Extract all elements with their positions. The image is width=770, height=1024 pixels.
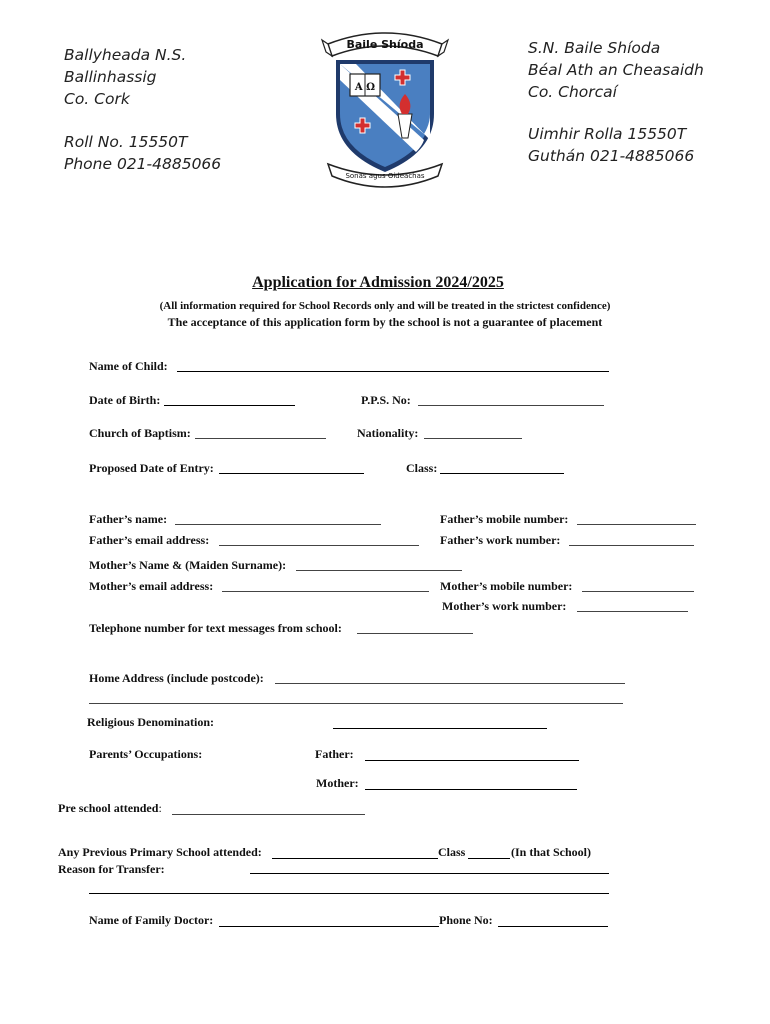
- phone-number: Phone 021-4885066: [64, 155, 222, 173]
- school-county-irish: Co. Chorcaí: [528, 83, 617, 101]
- school-address-english: [64, 44, 186, 110]
- school-town-irish: Béal Ath an Cheasaidh: [528, 61, 704, 79]
- roll-number: Roll No. 15550T: [64, 133, 188, 151]
- label-fathers-mobile: Father’s mobile number:: [440, 512, 569, 526]
- label-religious-denomination: Religious Denomination:: [87, 715, 215, 729]
- label-class: Class:: [406, 461, 438, 475]
- family-doctor-field[interactable]: [219, 926, 439, 927]
- school-contact-english: [64, 131, 221, 175]
- church-of-baptism-field[interactable]: [195, 438, 326, 439]
- reason-for-transfer-field-line2[interactable]: [89, 893, 609, 894]
- label-mothers-name: Mother’s Name & (Maiden Surname):: [89, 558, 287, 572]
- label-fathers-email: Father’s email address:: [89, 533, 210, 547]
- label-family-doctor: Name of Family Doctor:: [89, 913, 214, 927]
- label-mothers-work: Mother’s work number:: [442, 599, 567, 613]
- religious-denomination-field[interactable]: [333, 728, 547, 729]
- label-pre-school: [58, 801, 162, 816]
- label-father-occupation: Father:: [315, 747, 354, 761]
- label-name-of-child: Name of Child:: [89, 359, 168, 373]
- school-town: Ballinhassig: [64, 68, 157, 86]
- pre-school-colon: :: [158, 801, 162, 815]
- label-previous-school: Any Previous Primary School attended:: [58, 845, 262, 859]
- school-crest-logo: [320, 22, 450, 192]
- pre-school-text: Pre school attended: [58, 801, 159, 815]
- fathers-work-field[interactable]: [569, 545, 694, 546]
- form-subtitle-confidential: (All information required for School Records only and will be treated in the strictest confidence): [159, 300, 611, 312]
- mother-occupation-field[interactable]: [365, 789, 577, 790]
- school-county: Co. Cork: [64, 90, 130, 108]
- home-address-field-line2[interactable]: [89, 703, 623, 704]
- fathers-name-field[interactable]: [175, 524, 381, 525]
- crest-banner-bottom: Sonas agus Oideachas: [345, 172, 425, 180]
- label-parents-occupations: Parents’ Occupations:: [89, 747, 203, 761]
- fathers-email-field[interactable]: [219, 545, 419, 546]
- label-telephone-text: Telephone number for text messages from school:: [89, 621, 342, 635]
- label-mothers-mobile: Mother’s mobile number:: [440, 579, 573, 593]
- label-in-that-school: (In that School): [511, 845, 592, 859]
- fathers-mobile-field[interactable]: [577, 524, 696, 525]
- reason-for-transfer-field-line1[interactable]: [250, 873, 609, 874]
- proposed-date-field[interactable]: [219, 473, 364, 474]
- prev-class-field[interactable]: [468, 858, 510, 859]
- school-contact-irish: [528, 123, 694, 167]
- label-pps-no: P.P.S. No:: [361, 393, 411, 407]
- label-fathers-work: Father’s work number:: [440, 533, 561, 547]
- label-proposed-date-of-entry: Proposed Date of Entry:: [89, 461, 214, 475]
- label-date-of-birth: Date of Birth:: [89, 393, 161, 407]
- phone-number-irish: Guthán 021-4885066: [528, 147, 695, 165]
- pps-no-field[interactable]: [418, 405, 604, 406]
- label-nationality: Nationality:: [357, 426, 419, 440]
- school-name: Ballyheada N.S.: [64, 46, 187, 64]
- mothers-email-field[interactable]: [222, 591, 429, 592]
- label-fathers-name: Father’s name:: [89, 512, 168, 526]
- label-church-of-baptism: Church of Baptism:: [89, 426, 191, 440]
- pre-school-field[interactable]: [172, 814, 365, 815]
- roll-number-irish: Uimhir Rolla 15550T: [528, 125, 687, 143]
- mothers-mobile-field[interactable]: [582, 591, 694, 592]
- crest-book-text: Α Ω: [354, 82, 376, 93]
- doctor-phone-field[interactable]: [498, 926, 608, 927]
- home-address-field-line1[interactable]: [275, 683, 625, 684]
- school-address-irish: [528, 37, 704, 103]
- label-home-address: Home Address (include postcode):: [89, 671, 264, 685]
- date-of-birth-field[interactable]: [164, 405, 295, 406]
- label-reason-for-transfer: Reason for Transfer:: [58, 862, 165, 876]
- label-phone-no: Phone No:: [439, 913, 493, 927]
- father-occupation-field[interactable]: [365, 760, 579, 761]
- mothers-name-field[interactable]: [296, 570, 462, 571]
- name-of-child-field[interactable]: [177, 371, 609, 372]
- school-name-irish: S.N. Baile Shíoda: [528, 39, 661, 57]
- nationality-field[interactable]: [424, 438, 522, 439]
- previous-school-field[interactable]: [272, 858, 438, 859]
- telephone-text-field[interactable]: [357, 633, 473, 634]
- form-subtitle-placement: The acceptance of this application form by the school is not a guarantee of placement: [167, 315, 603, 329]
- mothers-work-field[interactable]: [577, 611, 688, 612]
- class-field[interactable]: [440, 473, 564, 474]
- crest-banner-top: Baile Shíoda: [346, 38, 424, 51]
- form-title: Application for Admission 2024/2025: [252, 274, 504, 291]
- label-prev-class: Class: [438, 845, 466, 859]
- label-mother-occupation: Mother:: [316, 776, 359, 790]
- label-mothers-email: Mother’s email address:: [89, 579, 214, 593]
